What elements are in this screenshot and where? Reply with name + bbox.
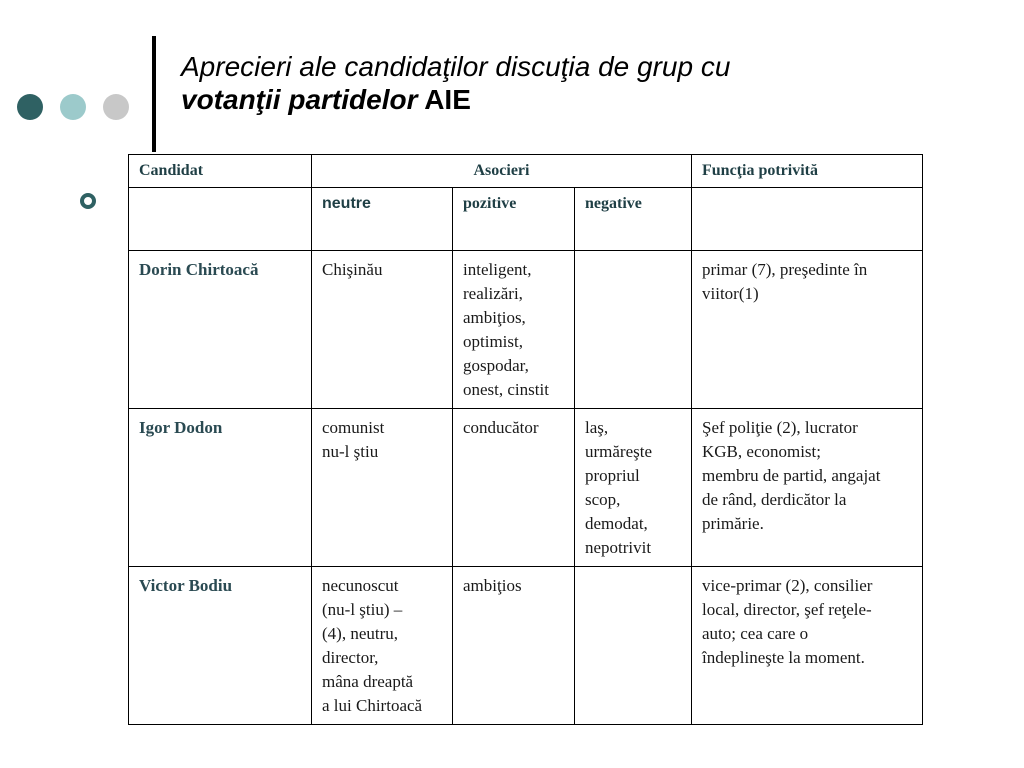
subheader-pozitive: pozitive <box>453 188 575 251</box>
table-row <box>129 567 923 725</box>
table-row <box>129 409 923 567</box>
title-line-1: Aprecieri ale candidaţilor discuţia de grup cu <box>181 51 731 82</box>
subheader-empty-right <box>692 188 923 251</box>
cell-pozitive: conducător <box>453 409 575 567</box>
table-header-row <box>129 155 923 188</box>
cell-candidat: Victor Bodiu <box>129 567 312 725</box>
title-divider-line <box>152 36 156 152</box>
cell-candidat: Dorin Chirtoacă <box>129 251 312 409</box>
cell-neutre: necunoscut (nu-l ştiu) – (4), neutru, director, mâna dreaptă a lui Chirtoacă <box>312 567 453 725</box>
table-row <box>129 251 923 409</box>
header-functia: Funcţia potrivită <box>692 155 923 188</box>
cell-neutre: comunist nu-l ştiu <box>312 409 453 567</box>
subheader-negative: negative <box>575 188 692 251</box>
cell-negative <box>575 251 692 409</box>
subheader-neutre: neutre <box>312 188 453 251</box>
table-subheader-row <box>129 188 923 251</box>
cell-neutre: Chişinău <box>312 251 453 409</box>
title-line-2-rest: AIE <box>417 84 471 115</box>
cell-negative <box>575 567 692 725</box>
header-asocieri: Asocieri <box>312 155 692 188</box>
cell-functia: Şef poliţie (2), lucrator KGB, economist; membru de partid, angajat de rând, derdicător la primărie. <box>692 409 923 567</box>
cell-negative: laş, urmăreşte propriul scop, demodat, nepotrivit <box>575 409 692 567</box>
decorative-dot-light <box>60 94 86 120</box>
cell-functia: primar (7), preşedinte în viitor(1) <box>692 251 923 409</box>
subheader-empty-left <box>129 188 312 251</box>
cell-pozitive: inteligent, realizări, ambiţios, optimist, gospodar, onest, cinstit <box>453 251 575 409</box>
title-line-2-italic: votanţii partidelor <box>181 84 418 115</box>
candidates-table <box>128 154 923 725</box>
cell-functia: vice-primar (2), consilier local, director, şef reţele- auto; cea care o îndeplineşte la moment. <box>692 567 923 725</box>
cell-pozitive: ambiţios <box>453 567 575 725</box>
bullet-ring-icon <box>80 193 96 209</box>
decorative-dot-dark <box>17 94 43 120</box>
slide-title <box>181 50 981 116</box>
header-candidat: Candidat <box>129 155 312 188</box>
decorative-dot-gray <box>103 94 129 120</box>
cell-candidat: Igor Dodon <box>129 409 312 567</box>
